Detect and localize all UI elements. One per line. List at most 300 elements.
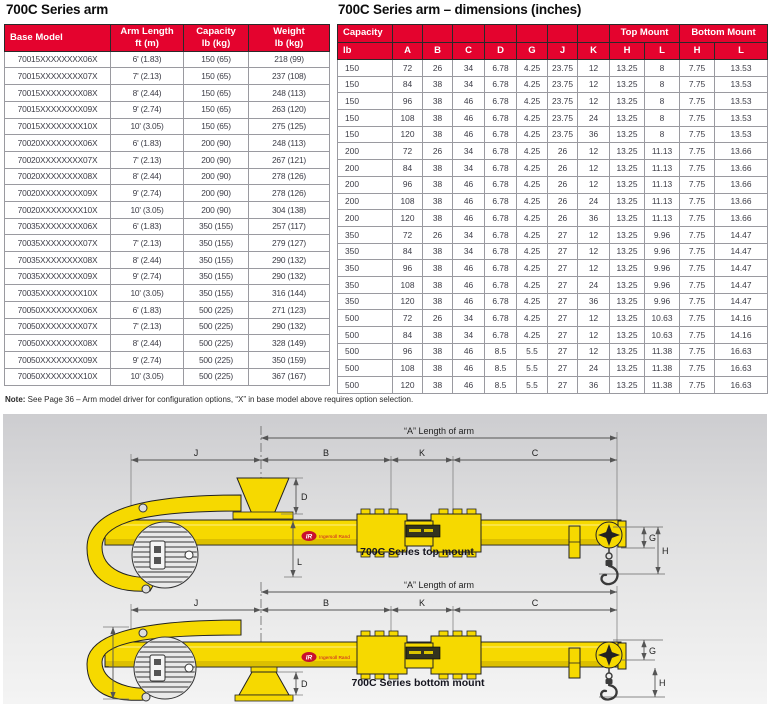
cell: 10.63 xyxy=(645,327,680,344)
dim-label-l: L xyxy=(297,557,303,567)
cell: 12 xyxy=(578,343,610,360)
cell: 7.75 xyxy=(680,176,715,193)
table-row xyxy=(5,218,330,235)
col-header-lb: lb xyxy=(338,42,393,60)
cell: 13.25 xyxy=(610,243,645,260)
cell: 108 xyxy=(393,276,423,293)
right-table-title: 700C Series arm – dimensions (inches) xyxy=(338,2,582,17)
cell: 7.75 xyxy=(680,93,715,110)
table-row xyxy=(5,168,330,185)
cell: 7.75 xyxy=(680,160,715,177)
cell: 5.5 xyxy=(517,377,548,394)
footnote-label: Note: xyxy=(5,395,26,404)
logo-text: Ingersoll Rand xyxy=(319,656,350,661)
cell: 38 xyxy=(423,193,453,210)
cell: 150 xyxy=(338,60,393,77)
cell: 10' (3.05) xyxy=(111,368,184,385)
cell: 5.5 xyxy=(517,343,548,360)
cell: 13.25 xyxy=(610,327,645,344)
cell: 46 xyxy=(453,360,485,377)
cell: 9' (2.74) xyxy=(111,268,184,285)
col-header-K: K xyxy=(578,42,610,60)
cell: 34 xyxy=(453,160,485,177)
cell: 13.66 xyxy=(715,143,768,160)
footnote xyxy=(5,395,413,404)
letter-header-row xyxy=(338,42,768,60)
table-row xyxy=(338,143,768,160)
cell: 96 xyxy=(393,343,423,360)
cell: 14.47 xyxy=(715,260,768,277)
cell: 350 (155) xyxy=(184,268,249,285)
cell: 6.78 xyxy=(485,226,517,243)
cell: 34 xyxy=(453,310,485,327)
cell: 7.75 xyxy=(680,276,715,293)
cell: 13.53 xyxy=(715,126,768,143)
table-row xyxy=(338,260,768,277)
cell: 4.25 xyxy=(517,293,548,310)
group-header-row xyxy=(338,25,768,43)
col-header-J: J xyxy=(548,42,578,60)
cell: 11.13 xyxy=(645,176,680,193)
cell: 14.16 xyxy=(715,310,768,327)
dim-label-a-length: “A” Length of arm xyxy=(403,426,475,436)
dim-label-h: H xyxy=(659,678,666,688)
table-row xyxy=(338,327,768,344)
cell: 4.25 xyxy=(517,276,548,293)
col-header-B: B xyxy=(423,42,453,60)
cell: 9' (2.74) xyxy=(111,352,184,369)
cell: 46 xyxy=(453,126,485,143)
cell: 12 xyxy=(578,76,610,93)
spec-table-body xyxy=(5,51,330,385)
cell: 12 xyxy=(578,176,610,193)
dim-label-b: B xyxy=(322,598,330,608)
cell: 350 (159) xyxy=(249,352,330,369)
top-mount-cone xyxy=(237,478,289,514)
cell: 6.78 xyxy=(485,143,517,160)
cell: 34 xyxy=(453,60,485,77)
cell: 13.25 xyxy=(610,293,645,310)
cell: 263 (120) xyxy=(249,101,330,118)
cell: 13.25 xyxy=(610,377,645,394)
cell: 350 (155) xyxy=(184,285,249,302)
cell: 34 xyxy=(453,226,485,243)
table-row xyxy=(338,210,768,227)
cell: 10.63 xyxy=(645,310,680,327)
cell: 72 xyxy=(393,60,423,77)
cell: 5.5 xyxy=(517,360,548,377)
cell: 350 (155) xyxy=(184,252,249,269)
table-row xyxy=(5,318,330,335)
dimensions-table-body xyxy=(338,60,768,394)
cell: 16.63 xyxy=(715,343,768,360)
cell: 13.25 xyxy=(610,110,645,127)
cell: 8.5 xyxy=(485,360,517,377)
group-header-capacity: Capacity xyxy=(338,25,393,43)
cell: 70035XXXXXXXX06X xyxy=(5,218,111,235)
cell: 13.25 xyxy=(610,193,645,210)
cell: 120 xyxy=(393,377,423,394)
dim-label-b: B xyxy=(322,448,330,458)
cell: 10' (3.05) xyxy=(111,201,184,218)
cell: 23.75 xyxy=(548,76,578,93)
group-header-bottom-mount: Bottom Mount xyxy=(680,25,768,43)
cell: 84 xyxy=(393,160,423,177)
cell: 72 xyxy=(393,226,423,243)
cell: 8' (2.44) xyxy=(111,335,184,352)
cell: 38 xyxy=(423,327,453,344)
cell: 7.75 xyxy=(680,243,715,260)
cell: 70015XXXXXXXX07X xyxy=(5,68,111,85)
cell: 36 xyxy=(578,377,610,394)
cell: 23.75 xyxy=(548,60,578,77)
cell: 290 (132) xyxy=(249,268,330,285)
cell: 13.25 xyxy=(610,76,645,93)
cell: 7.75 xyxy=(680,293,715,310)
cell: 4.25 xyxy=(517,76,548,93)
cell: 6.78 xyxy=(485,76,517,93)
cell: 500 xyxy=(338,360,393,377)
bottom-mount-cone xyxy=(239,672,289,695)
logo-mark: IR xyxy=(305,654,313,662)
cell: 24 xyxy=(578,276,610,293)
cell: 6' (1.83) xyxy=(111,302,184,319)
cell: 8 xyxy=(645,60,680,77)
cell: 84 xyxy=(393,243,423,260)
cell: 70020XXXXXXXX09X xyxy=(5,185,111,202)
header-row xyxy=(5,25,330,52)
cell: 200 xyxy=(338,143,393,160)
cell: 500 xyxy=(338,343,393,360)
cell: 6.78 xyxy=(485,327,517,344)
cell: 8 xyxy=(645,126,680,143)
cell: 13.25 xyxy=(610,360,645,377)
cell: 26 xyxy=(423,226,453,243)
cell: 7.75 xyxy=(680,360,715,377)
cell: 70015XXXXXXXX06X xyxy=(5,51,111,68)
cell: 11.38 xyxy=(645,360,680,377)
cell: 13.25 xyxy=(610,160,645,177)
cell: 267 (121) xyxy=(249,151,330,168)
cell: 7.75 xyxy=(680,327,715,344)
cell: 38 xyxy=(423,343,453,360)
table-row xyxy=(338,110,768,127)
cell: 11.13 xyxy=(645,193,680,210)
cell: 38 xyxy=(423,276,453,293)
cell: 9.96 xyxy=(645,293,680,310)
cell: 4.25 xyxy=(517,60,548,77)
hook xyxy=(601,668,616,699)
cell: 38 xyxy=(423,293,453,310)
cell: 46 xyxy=(453,343,485,360)
cell: 24 xyxy=(578,110,610,127)
cell: 84 xyxy=(393,76,423,93)
cell: 14.47 xyxy=(715,226,768,243)
cell: 8' (2.44) xyxy=(111,85,184,102)
top-mount-diagram xyxy=(87,426,669,593)
cell: 500 (225) xyxy=(184,302,249,319)
table-row xyxy=(5,118,330,135)
diagram-panel xyxy=(3,414,767,704)
cell: 70035XXXXXXXX10X xyxy=(5,285,111,302)
group-header-top-mount: Top Mount xyxy=(610,25,680,43)
cell: 6.78 xyxy=(485,60,517,77)
cell: 7.75 xyxy=(680,310,715,327)
cell: 26 xyxy=(548,176,578,193)
col-header-G: G xyxy=(517,42,548,60)
cell: 6.78 xyxy=(485,160,517,177)
dim-label-c: C xyxy=(531,448,539,458)
cell: 38 xyxy=(423,176,453,193)
col-header-bottom-L: L xyxy=(715,42,768,60)
table-row xyxy=(5,68,330,85)
cell: 350 xyxy=(338,276,393,293)
cell: 38 xyxy=(423,260,453,277)
cell: 46 xyxy=(453,293,485,310)
cell: 150 xyxy=(338,110,393,127)
cell: 7.75 xyxy=(680,260,715,277)
cell: 200 (90) xyxy=(184,185,249,202)
cell: 70050XXXXXXXX06X xyxy=(5,302,111,319)
cell: 12 xyxy=(578,310,610,327)
footnote-text: See Page 36 – Arm model driver for configuration options, “X” in base model above requires option selection. xyxy=(25,395,414,404)
cell: 7.75 xyxy=(680,143,715,160)
cell: 36 xyxy=(578,293,610,310)
cell: 200 (90) xyxy=(184,168,249,185)
cell: 13.25 xyxy=(610,176,645,193)
cell: 4.25 xyxy=(517,143,548,160)
cell: 13.25 xyxy=(610,143,645,160)
cell: 46 xyxy=(453,260,485,277)
cell: 11.13 xyxy=(645,210,680,227)
cell: 11.38 xyxy=(645,377,680,394)
cell: 4.25 xyxy=(517,310,548,327)
cell: 38 xyxy=(423,243,453,260)
table-row xyxy=(338,193,768,210)
cell: 27 xyxy=(548,293,578,310)
cell: 8.5 xyxy=(485,377,517,394)
cell: 9' (2.74) xyxy=(111,101,184,118)
cell: 200 xyxy=(338,193,393,210)
cell: 350 xyxy=(338,293,393,310)
table-row xyxy=(338,310,768,327)
cell: 70035XXXXXXXX09X xyxy=(5,268,111,285)
cell: 4.25 xyxy=(517,193,548,210)
dim-label-j: J xyxy=(193,448,199,458)
cell: 328 (149) xyxy=(249,335,330,352)
cell: 500 (225) xyxy=(184,335,249,352)
cell: 350 xyxy=(338,243,393,260)
table-row xyxy=(5,285,330,302)
cell: 23.75 xyxy=(548,126,578,143)
cell: 70020XXXXXXXX08X xyxy=(5,168,111,185)
cell: 26 xyxy=(423,310,453,327)
cell: 70020XXXXXXXX07X xyxy=(5,151,111,168)
cell: 7' (2.13) xyxy=(111,151,184,168)
cell: 72 xyxy=(393,310,423,327)
dim-label-j: J xyxy=(193,598,199,608)
cell: 26 xyxy=(548,193,578,210)
col-header-bottom-H: H xyxy=(680,42,715,60)
cell: 26 xyxy=(423,60,453,77)
cell: 6.78 xyxy=(485,193,517,210)
cell: 10' (3.05) xyxy=(111,285,184,302)
trolley-assembly xyxy=(357,631,481,679)
cell: 70020XXXXXXXX06X xyxy=(5,135,111,152)
table-row xyxy=(338,360,768,377)
cell: 16.63 xyxy=(715,360,768,377)
cell: 9.96 xyxy=(645,276,680,293)
cell: 6.78 xyxy=(485,176,517,193)
cell: 14.47 xyxy=(715,243,768,260)
cell: 4.25 xyxy=(517,110,548,127)
table-row xyxy=(338,60,768,77)
cell: 108 xyxy=(393,110,423,127)
cell: 13.66 xyxy=(715,176,768,193)
cell: 200 xyxy=(338,210,393,227)
cell: 13.25 xyxy=(610,343,645,360)
cell: 7.75 xyxy=(680,60,715,77)
cell: 6' (1.83) xyxy=(111,218,184,235)
cell: 34 xyxy=(453,243,485,260)
cell: 38 xyxy=(423,160,453,177)
cell: 70050XXXXXXXX10X xyxy=(5,368,111,385)
cell: 13.25 xyxy=(610,93,645,110)
cell: 12 xyxy=(578,160,610,177)
table-row xyxy=(5,335,330,352)
cell: 13.53 xyxy=(715,110,768,127)
cell: 290 (132) xyxy=(249,318,330,335)
cell: 4.25 xyxy=(517,327,548,344)
cell: 500 xyxy=(338,377,393,394)
table-row xyxy=(5,302,330,319)
cell: 12 xyxy=(578,327,610,344)
cell: 38 xyxy=(423,210,453,227)
cell: 4.25 xyxy=(517,226,548,243)
cell: 7.75 xyxy=(680,193,715,210)
cell: 150 xyxy=(338,93,393,110)
cell: 13.53 xyxy=(715,93,768,110)
cell: 70035XXXXXXXX07X xyxy=(5,235,111,252)
bottom-mount-caption: 700C Series bottom mount xyxy=(351,677,485,689)
cell: 200 (90) xyxy=(184,151,249,168)
cell: 6.78 xyxy=(485,243,517,260)
cell: 200 (90) xyxy=(184,201,249,218)
cell: 200 xyxy=(338,176,393,193)
cell: 11.13 xyxy=(645,160,680,177)
logo-mark: IR xyxy=(305,533,313,541)
arm-spec-table xyxy=(4,24,330,386)
cell: 500 (225) xyxy=(184,318,249,335)
cell: 70050XXXXXXXX08X xyxy=(5,335,111,352)
cell: 275 (125) xyxy=(249,118,330,135)
cell: 4.25 xyxy=(517,243,548,260)
cell: 16.63 xyxy=(715,377,768,394)
table-row xyxy=(338,93,768,110)
cell: 150 (65) xyxy=(184,118,249,135)
table-row xyxy=(5,352,330,369)
cell: 248 (113) xyxy=(249,135,330,152)
cell: 350 xyxy=(338,260,393,277)
cell: 6.78 xyxy=(485,276,517,293)
cell: 108 xyxy=(393,360,423,377)
cell: 8' (2.44) xyxy=(111,168,184,185)
table-row xyxy=(338,343,768,360)
table-row xyxy=(338,377,768,394)
table-row xyxy=(5,185,330,202)
cell: 12 xyxy=(578,60,610,77)
cell: 278 (126) xyxy=(249,168,330,185)
cell: 13.66 xyxy=(715,193,768,210)
cell: 26 xyxy=(548,143,578,160)
cell: 6.78 xyxy=(485,210,517,227)
cell: 26 xyxy=(423,143,453,160)
cell: 27 xyxy=(548,260,578,277)
cell: 7' (2.13) xyxy=(111,235,184,252)
cell: 9.96 xyxy=(645,226,680,243)
table-row xyxy=(338,126,768,143)
cell: 11.13 xyxy=(645,143,680,160)
cell: 27 xyxy=(548,276,578,293)
cell: 13.53 xyxy=(715,76,768,93)
cell: 4.25 xyxy=(517,176,548,193)
dim-label-h: H xyxy=(662,546,669,556)
table-row xyxy=(338,176,768,193)
cell: 7.75 xyxy=(680,377,715,394)
cell: 70050XXXXXXXX09X xyxy=(5,352,111,369)
cell: 120 xyxy=(393,293,423,310)
cell: 4.25 xyxy=(517,126,548,143)
cell: 150 (65) xyxy=(184,101,249,118)
cell: 70050XXXXXXXX07X xyxy=(5,318,111,335)
cell: 7.75 xyxy=(680,126,715,143)
cell: 271 (123) xyxy=(249,302,330,319)
dim-label-d: D xyxy=(301,679,308,689)
cell: 46 xyxy=(453,377,485,394)
cell: 350 (155) xyxy=(184,235,249,252)
dim-label-k: K xyxy=(418,598,426,608)
table-row xyxy=(5,201,330,218)
col-header-capacity: Capacity lb (kg) xyxy=(184,25,249,52)
dim-label-k: K xyxy=(418,448,426,458)
cell: 108 xyxy=(393,193,423,210)
cell: 12 xyxy=(578,93,610,110)
cell: 7' (2.13) xyxy=(111,318,184,335)
cell: 38 xyxy=(423,76,453,93)
cell: 27 xyxy=(548,377,578,394)
dim-label-g: G xyxy=(649,646,657,656)
table-row xyxy=(5,51,330,68)
col-header-top-H: H xyxy=(610,42,645,60)
cell: 4.25 xyxy=(517,260,548,277)
table-row xyxy=(5,151,330,168)
cell: 8 xyxy=(645,76,680,93)
col-header-C: C xyxy=(453,42,485,60)
cell: 13.66 xyxy=(715,160,768,177)
cell: 24 xyxy=(578,360,610,377)
cell: 9.96 xyxy=(645,243,680,260)
cell: 367 (167) xyxy=(249,368,330,385)
dim-label-l: L xyxy=(103,659,109,669)
cell: 72 xyxy=(393,143,423,160)
cell: 12 xyxy=(578,143,610,160)
cell: 150 (65) xyxy=(184,68,249,85)
cell: 200 xyxy=(338,160,393,177)
cell: 7.75 xyxy=(680,343,715,360)
cell: 70035XXXXXXXX08X xyxy=(5,252,111,269)
cell: 13.25 xyxy=(610,210,645,227)
cell: 27 xyxy=(548,327,578,344)
